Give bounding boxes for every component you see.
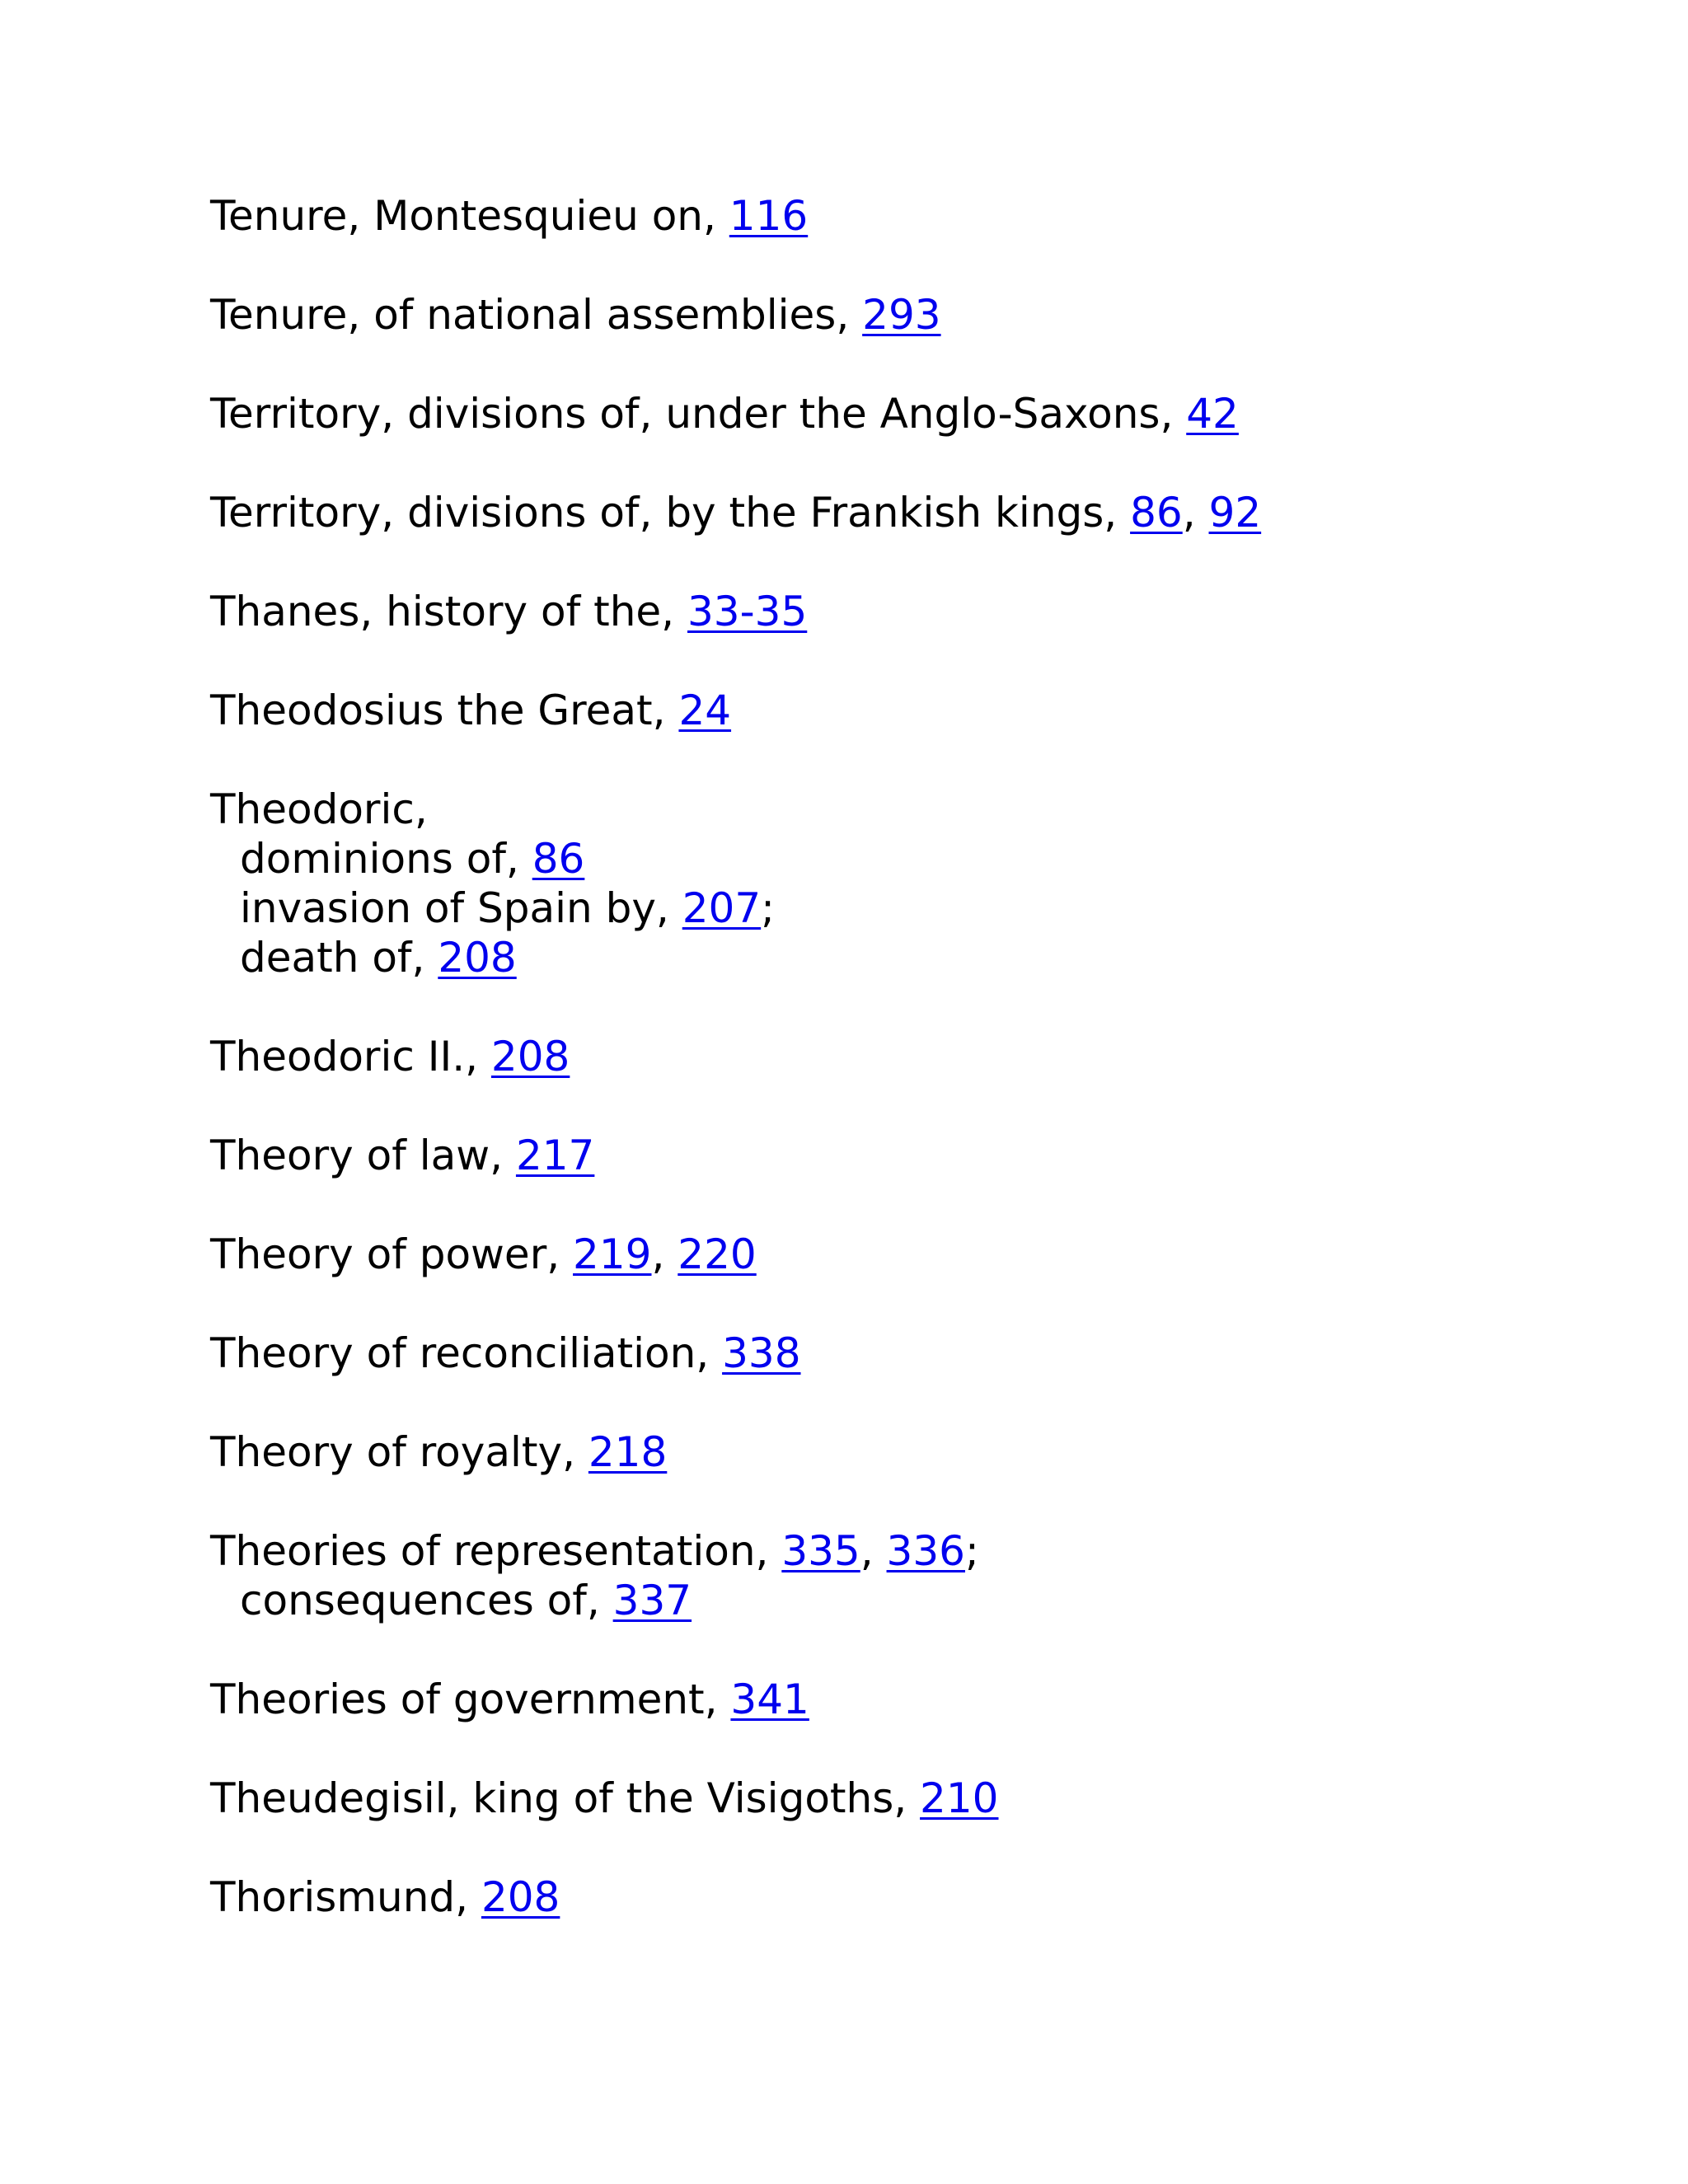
page-link[interactable]: 338: [722, 1329, 801, 1377]
index-entry: [210, 1032, 1611, 1081]
index-entry: [210, 1131, 1611, 1180]
entry-line: [210, 1774, 1611, 1823]
index-list: [210, 191, 1611, 1971]
entry-heading: Theory of royalty,: [210, 1428, 588, 1476]
entry-heading: Theodosius the Great,: [210, 687, 679, 734]
entry-line: [210, 1526, 1611, 1576]
index-entry: [210, 1675, 1611, 1724]
page-link[interactable]: 218: [588, 1428, 668, 1476]
entry-heading: Theudegisil, king of the Visigoths,: [210, 1774, 921, 1822]
page-link[interactable]: 86: [532, 835, 585, 883]
entry-line: [210, 1329, 1611, 1378]
sub-entry-text: dominions of,: [240, 835, 532, 883]
index-entry: [210, 1427, 1611, 1477]
entry-heading: Tenure, of national assemblies,: [210, 291, 863, 339]
entry-heading: Theory of reconciliation,: [210, 1329, 723, 1377]
index-entry: [210, 191, 1611, 241]
entry-line: [210, 1427, 1611, 1477]
page-link[interactable]: 341: [730, 1675, 809, 1723]
page-link[interactable]: 208: [438, 934, 517, 982]
entry-line: [210, 1131, 1611, 1180]
page-link[interactable]: 219: [573, 1230, 652, 1278]
page-link[interactable]: 335: [781, 1527, 860, 1575]
index-entry: [210, 587, 1611, 636]
entry-heading: Territory, divisions of, by the Frankish kings,: [210, 489, 1131, 537]
page-link[interactable]: 210: [920, 1774, 999, 1822]
page-separator: ,: [651, 1230, 678, 1278]
entry-heading: Theodoric II.,: [210, 1033, 491, 1080]
index-entry: [210, 488, 1611, 537]
page-link[interactable]: 24: [678, 687, 732, 734]
page-separator: ,: [860, 1527, 887, 1575]
page-link[interactable]: 86: [1130, 489, 1183, 537]
entry-line: [210, 686, 1611, 735]
entry-line: [210, 290, 1611, 340]
index-entry: [210, 389, 1611, 438]
index-entry: [210, 290, 1611, 340]
index-entry: [210, 686, 1611, 735]
entry-heading: Theory of law,: [210, 1132, 516, 1179]
entry-line: [210, 1032, 1611, 1081]
sub-entry-text: invasion of Spain by,: [240, 884, 682, 932]
entry-line: [210, 1230, 1611, 1279]
entry-line: [210, 1872, 1611, 1922]
page-link[interactable]: 33-35: [687, 588, 808, 635]
entry-heading: Tenure, Montesquieu on,: [210, 192, 729, 240]
index-entry: [210, 1774, 1611, 1823]
sub-entry-text: death of,: [240, 934, 438, 982]
page-link[interactable]: 220: [678, 1230, 757, 1278]
sub-entry: [210, 933, 1611, 982]
entry-heading: Thorismund,: [210, 1873, 481, 1921]
sub-entry: [210, 1576, 1611, 1625]
page-link[interactable]: 92: [1208, 489, 1262, 537]
entry-line: [210, 1675, 1611, 1724]
entry-line: [210, 191, 1611, 241]
sub-entry: [210, 883, 1611, 933]
page-link[interactable]: 208: [490, 1033, 570, 1080]
page-link[interactable]: 208: [481, 1873, 560, 1921]
page-link[interactable]: 207: [682, 884, 762, 932]
index-entry: [210, 1230, 1611, 1279]
entry-line: [210, 587, 1611, 636]
entry-heading: Territory, divisions of, under the Anglo-Saxons,: [210, 390, 1187, 438]
index-entry: [210, 1329, 1611, 1378]
entry-heading: Theory of power,: [210, 1230, 574, 1278]
page-link[interactable]: 42: [1186, 390, 1239, 438]
page-link[interactable]: 217: [515, 1132, 595, 1179]
sub-entry-trailing-punctuation: ;: [761, 884, 776, 932]
entry-line: [210, 488, 1611, 537]
entry-trailing-punctuation: ;: [964, 1527, 979, 1575]
sub-entry-text: consequences of,: [240, 1577, 613, 1624]
entry-line: [210, 389, 1611, 438]
page-link[interactable]: 116: [729, 192, 809, 240]
page-link[interactable]: 336: [886, 1527, 965, 1575]
entry-heading: Theodoric,: [210, 785, 428, 833]
entry-line: [210, 785, 1611, 834]
sub-entry: [210, 834, 1611, 883]
entry-heading: Theories of government,: [210, 1675, 731, 1723]
entry-heading: Thanes, history of the,: [210, 588, 687, 635]
page-link[interactable]: 337: [612, 1577, 692, 1624]
index-entry: [210, 785, 1611, 982]
page-link[interactable]: 293: [862, 291, 941, 339]
index-entry: [210, 1872, 1611, 1922]
index-entry: [210, 1526, 1611, 1625]
entry-heading: Theories of representation,: [210, 1527, 782, 1575]
page-separator: ,: [1182, 489, 1209, 537]
